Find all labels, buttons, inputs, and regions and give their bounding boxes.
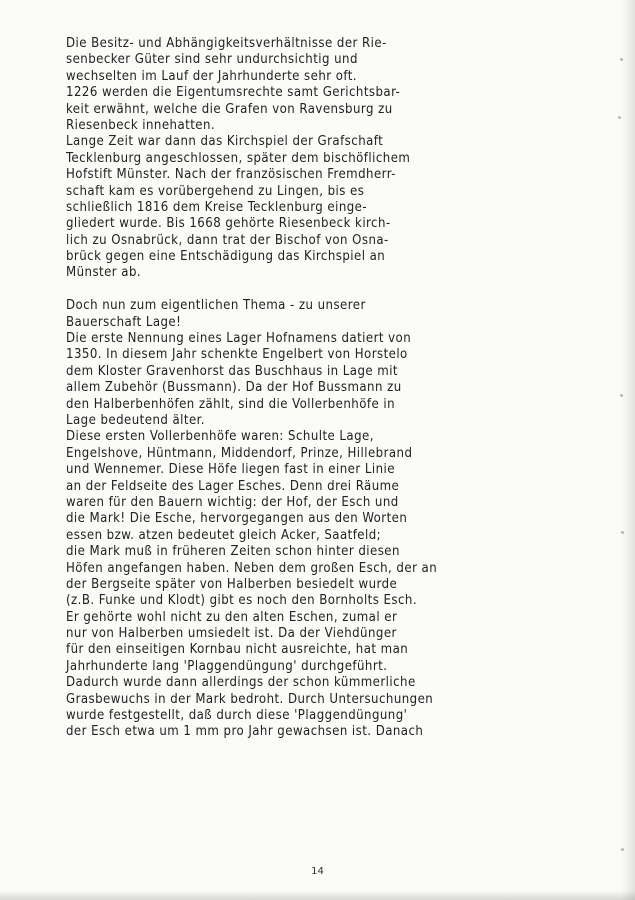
text-line: der Esch etwa um 1 mm pro Jahr gewachsen ist. Danach bbox=[66, 724, 424, 740]
text-line: brück gegen eine Entschädigung das Kirchspiel an bbox=[66, 249, 386, 265]
text-line: schließlich 1816 dem Kreise Tecklenburg einge- bbox=[66, 199, 368, 215]
text-line: Diese ersten Vollerbenhöfe waren: Schulte Lage, bbox=[66, 429, 374, 445]
text-line: Lage bedeutend älter. bbox=[66, 412, 205, 428]
page-edge-shadow bbox=[621, 0, 635, 900]
text-line: nur von Halberben umsiedelt ist. Da der Viehdünger bbox=[66, 626, 397, 642]
text-line: Er gehörte wohl nicht zu den alten Eschen, zumal er bbox=[66, 609, 398, 625]
text-line: an der Feldseite des Lager Esches. Denn drei Räume bbox=[66, 478, 400, 494]
scan-speck bbox=[620, 394, 623, 397]
scan-speck bbox=[621, 531, 624, 534]
text-line: wurde festgestellt, daß durch diese 'Plaggendüngung' bbox=[66, 708, 408, 724]
text-line: die Mark muß in früheren Zeiten schon hinter diesen bbox=[66, 544, 400, 560]
text-line: allem Zubehör (Bussmann). Da der Hof Bussmann zu bbox=[66, 380, 402, 396]
text-line: schaft kam es vorübergehend zu Lingen, bis es bbox=[66, 183, 365, 199]
text-line: essen bzw. atzen bedeutet gleich Acker, Saatfeld; bbox=[66, 527, 382, 543]
paragraph bbox=[66, 36, 614, 282]
text-line: Riesenbeck innehatten. bbox=[66, 117, 216, 133]
text-line: waren für den Bauern wichtig: der Hof, der Esch und bbox=[66, 494, 399, 510]
text-line: den Halberbenhöfen zählt, sind die Vollerbenhöfe in bbox=[66, 396, 395, 412]
paragraph-gap bbox=[66, 282, 614, 298]
scan-speck bbox=[621, 848, 624, 851]
body-text bbox=[66, 36, 614, 741]
text-line: Doch nun zum eigentlichen Thema - zu unserer bbox=[66, 298, 366, 314]
scan-speck bbox=[620, 58, 623, 61]
text-line: Lange Zeit war dann das Kirchspiel der Grafschaft bbox=[66, 134, 384, 150]
text-line: Dadurch wurde dann allerdings der schon kümmerliche bbox=[66, 675, 416, 691]
text-line: und Wennemer. Diese Höfe liegen fast in einer Linie bbox=[66, 462, 395, 478]
text-line: Münster ab. bbox=[66, 265, 142, 281]
text-line: Grasbewuchs in der Mark bedroht. Durch Untersuchungen bbox=[66, 691, 434, 707]
text-line: für den einseitigen Kornbau nicht ausreichte, hat man bbox=[66, 642, 409, 658]
text-line: Bauerschaft Lage! bbox=[66, 314, 182, 330]
text-line: dem Kloster Gravenhorst das Buschhaus in Lage mit bbox=[66, 363, 398, 379]
text-line: gliedert wurde. Bis 1668 gehörte Riesenbeck kirch- bbox=[66, 216, 391, 232]
text-line: keit erwähnt, welche die Grafen von Ravensburg zu bbox=[66, 101, 393, 117]
text-line: Die Besitz- und Abhängigkeitsverhältnisse der Rie- bbox=[66, 36, 387, 51]
text-line: der Bergseite später von Halberben besiedelt wurde bbox=[66, 576, 398, 592]
page-bottom-shadow bbox=[0, 890, 635, 900]
text-line: die Mark! Die Esche, hervorgegangen aus den Worten bbox=[66, 511, 408, 527]
text-line: wechselten im Lauf der Jahrhunderte sehr oft. bbox=[66, 68, 357, 84]
scan-speck bbox=[618, 116, 621, 119]
text-line: Hofstift Münster. Nach der französischen Fremdherr- bbox=[66, 167, 396, 183]
text-line: Engelshove, Hüntmann, Middendorf, Prinze, Hillebrand bbox=[66, 445, 413, 461]
paragraph bbox=[66, 298, 614, 741]
text-line: Tecklenburg angeschlossen, später dem bischöflichem bbox=[66, 150, 411, 166]
text-line: 1350. In diesem Jahr schenkte Engelbert von Horstelo bbox=[66, 347, 408, 363]
text-line: lich zu Osnabrück, dann trat der Bischof von Osna- bbox=[66, 232, 389, 248]
text-line: Höfen angefangen haben. Neben dem großen Esch, der an bbox=[66, 560, 438, 576]
text-line: Die erste Nennung eines Lager Hofnamens datiert von bbox=[66, 331, 412, 347]
text-line: senbecker Güter sind sehr undurchsichtig und bbox=[66, 52, 358, 68]
text-line: Jahrhunderte lang 'Plaggendüngung' durchgeführt. bbox=[66, 658, 388, 674]
text-line: (z.B. Funke und Klodt) gibt es noch den Bornholts Esch. bbox=[66, 593, 418, 609]
page-number: 14 bbox=[311, 866, 324, 877]
text-line: 1226 werden die Eigentumsrechte samt Gerichtsbar- bbox=[66, 85, 401, 101]
